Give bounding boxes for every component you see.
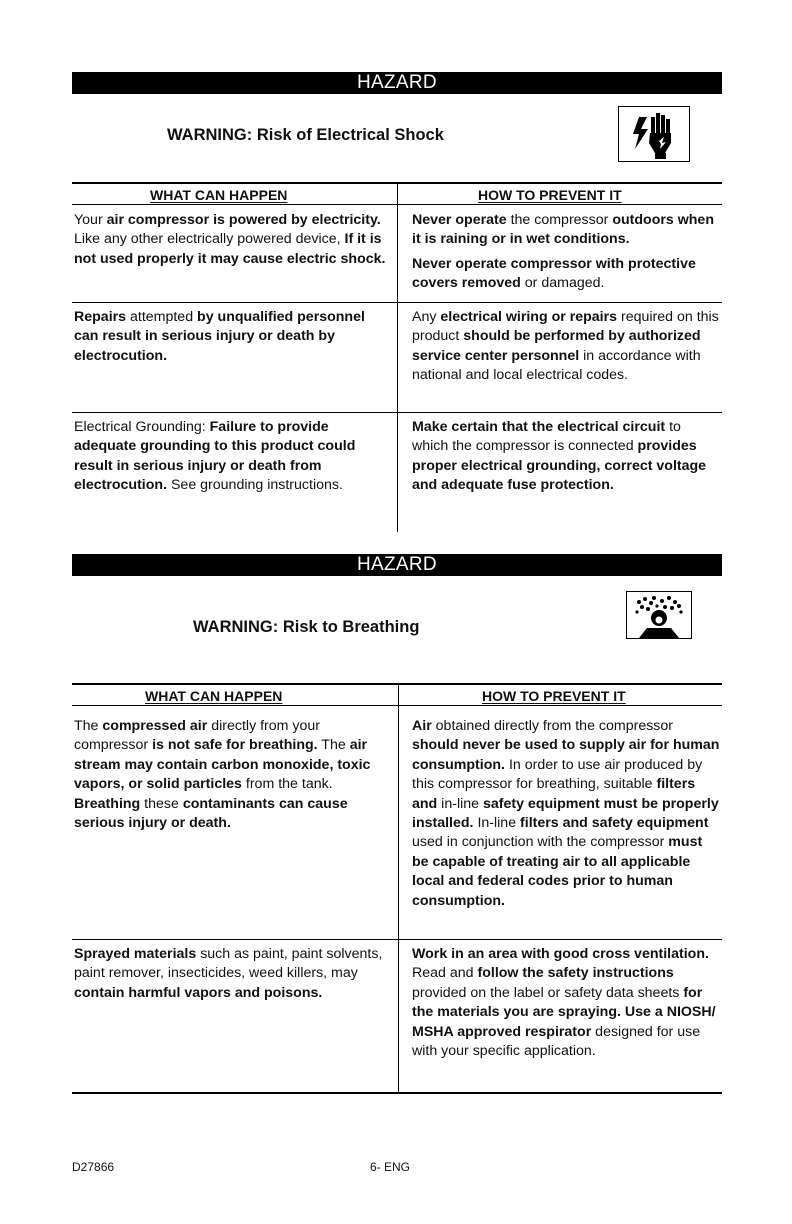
cell-row1-right: Never operate the compressor outdoors when it is raining or in wet conditions. Never operate compressor with protective covers removed or damaged. <box>412 212 714 292</box>
warning-title: WARNING: Risk of Electrical Shock <box>167 126 444 144</box>
column-header-right: HOW TO PREVENT IT <box>482 688 626 704</box>
hazard-table <box>72 182 722 532</box>
cell-row1-left: Your air compressor is powered by electricity. Like any other electrically powered device, If it is not used properly it may cause electric shock. <box>74 212 386 267</box>
header-rule <box>72 683 722 685</box>
column-divider <box>398 683 399 1094</box>
column-header-right: HOW TO PREVENT IT <box>478 187 622 203</box>
column-header-left: WHAT CAN HAPPEN <box>150 187 288 203</box>
row-divider <box>72 939 722 940</box>
hazard-table <box>72 683 722 1094</box>
cell-row5-left: Sprayed materials such as paint, paint solvents, paint remover, insecticides, weed killers, may contain harmful vapors and poisons. <box>74 946 383 1001</box>
hazard-banner: HAZARD <box>72 554 722 576</box>
cell-row3-right: Make certain that the electrical circuit to which the compressor is connected provides proper electrical grounding, correct voltage and adequate fuse protection. <box>412 419 707 494</box>
table-bottom-rule <box>72 1092 722 1094</box>
row-divider <box>72 302 722 303</box>
document-number: D27866 <box>72 1160 115 1174</box>
electrical-shock-icon <box>618 106 690 162</box>
cell-row3-left: Electrical Grounding: Failure to provide adequate grounding to this product could result in serious injury or death from electrocution. See grounding instructions. <box>74 419 356 494</box>
page-number: 6- ENG <box>370 1160 411 1174</box>
column-header-left: WHAT CAN HAPPEN <box>145 688 283 704</box>
header-divider <box>72 705 722 706</box>
column-divider <box>397 182 398 532</box>
hazard-banner: HAZARD <box>72 72 722 94</box>
cell-row2-left: Repairs attempted by unqualified personnel can result in serious injury or death by electrocution. <box>74 309 365 364</box>
row-divider <box>72 412 722 413</box>
warning-title: WARNING: Risk to Breathing <box>193 618 420 636</box>
cell-row2-right: Any electrical wiring or repairs required on this product should be performed by authorized service center personnel in accordance with national and local electrical codes. <box>412 309 719 384</box>
cell-row4-right: Air obtained directly from the compressor should never be used to supply air for human consumption. In order to use air produced by this compressor for breathing, suitable filters and in-line safety equipment must be properly installed. In-line filters and safety equipment used in conjunction with the compressor must be capable of treating air to all applicable local and federal codes prior to human consumption. <box>412 718 720 909</box>
cell-row5-right: Work in an area with good cross ventilation. Read and follow the safety instructions provided on the label or safety data sheets for the materials you are spraying. Use a NIOSH/ MSHA approved respirator designed for use with your specific application. <box>412 946 716 1060</box>
respiratory-hazard-icon <box>626 591 692 639</box>
cell-row4-left: The compressed air directly from your compressor is not safe for breathing. The air stream may contain carbon monoxide, toxic vapors, or solid particles from the tank. Breathing these contaminants can cause serious injury or death. <box>74 718 371 832</box>
